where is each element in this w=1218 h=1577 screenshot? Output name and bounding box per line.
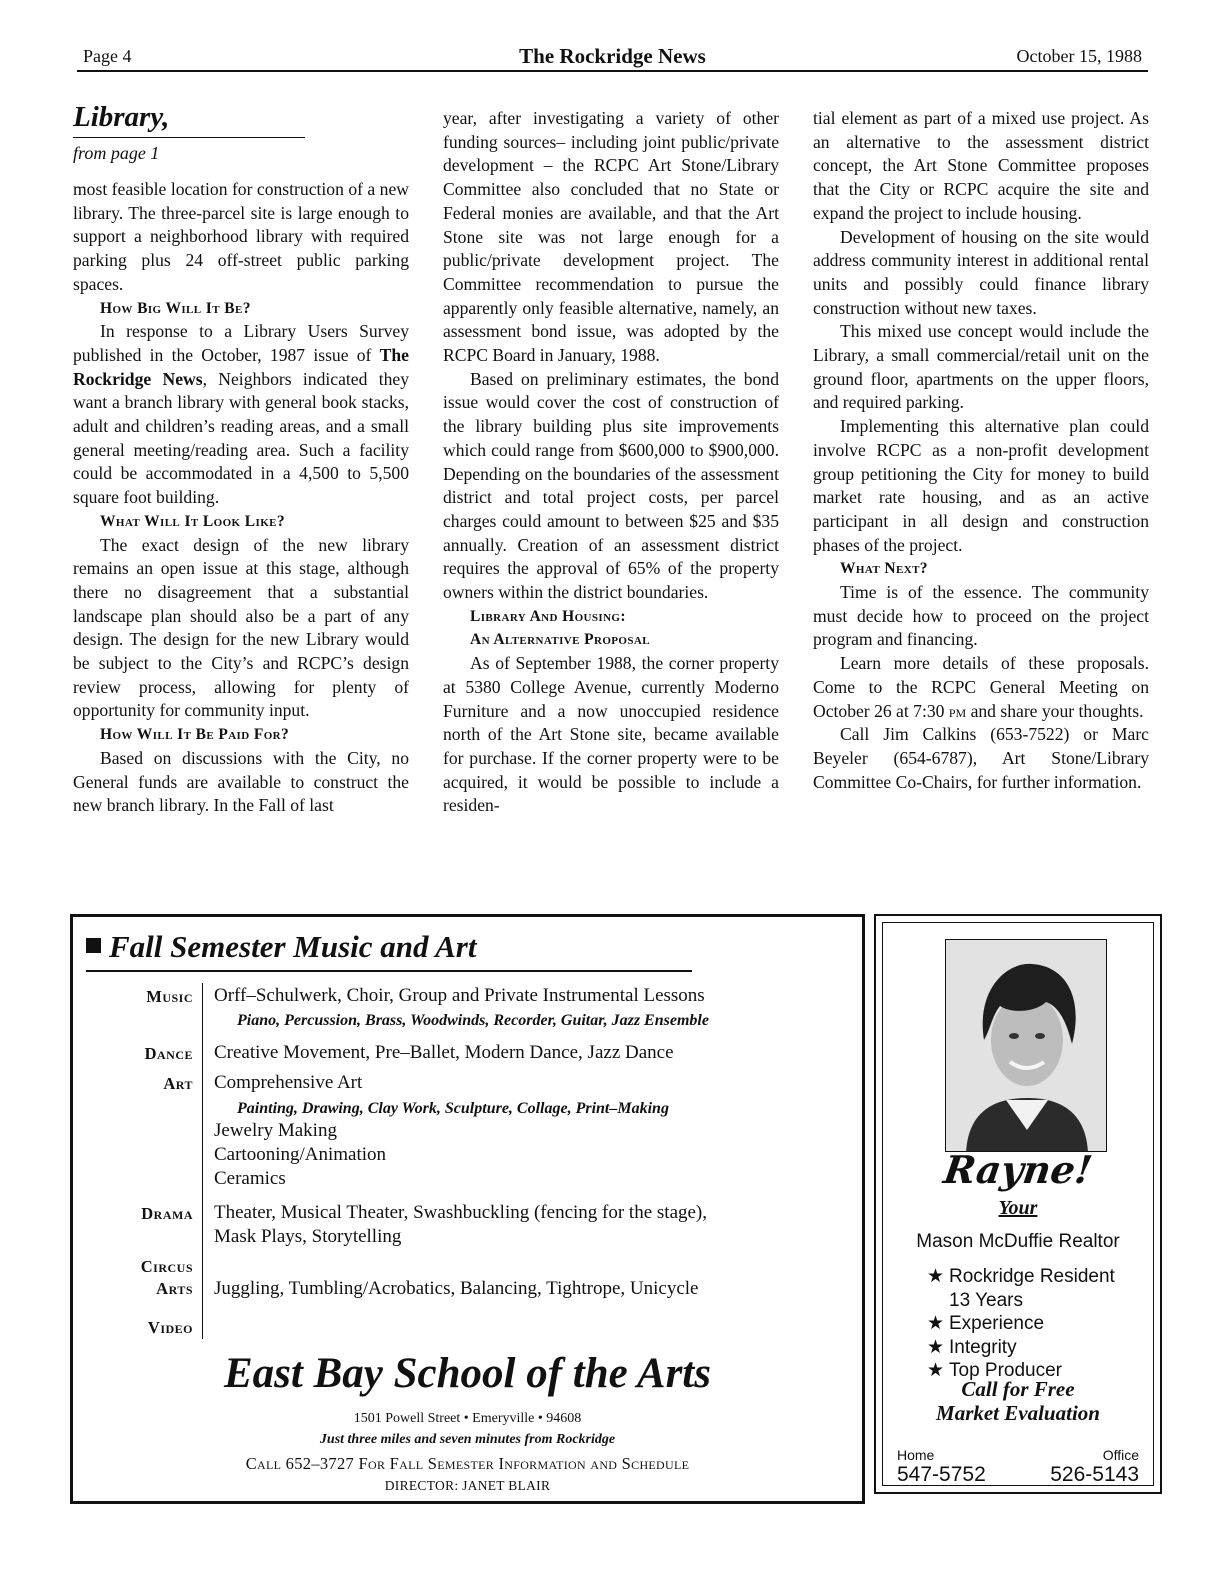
realtor-your: Your [998, 1197, 1038, 1219]
realtor-perks [927, 1265, 1115, 1383]
school-address: 1501 Powell Street • Emeryville • 94608 [353, 1411, 582, 1426]
course-line: Orff–Schulwerk, Choir, Group and Private Instrumental Lessons [214, 985, 705, 1006]
paragraph: Implementing this alternative plan could involve RCPC as a non-profit development group petitioning the City for money to build market rate housing, and as an active participant in all design and construction phases of the project. [813, 416, 1149, 555]
subheading: An Alternative Proposal [470, 631, 650, 649]
realtor-firm: Mason McDuffie Realtor [916, 1231, 1120, 1252]
page-number: Page 4 [83, 46, 132, 66]
subheading: Library And Housing: [470, 607, 626, 625]
category-dance: Dance [144, 1044, 193, 1063]
paragraph: Time is of the essence. The community must decide how to proceed on the project program and financing. [813, 582, 1149, 650]
article-kicker: Library, [73, 101, 170, 133]
star-icon: ★ [927, 1313, 945, 1334]
paragraph: As of September 1988, the corner property at 5380 College Avenue, currently Moderno Furniture and a now unoccupied residence north of the Art Stone site, became available for purchase. If the corner property were to be acquired, it would be possible to include a residen- [443, 653, 779, 816]
course-sub: Piano, Percussion, Brass, Woodwinds, Recorder, Guitar, Jazz Ensemble [237, 1012, 709, 1029]
category-drama: Drama [141, 1204, 193, 1223]
subheading: How Will It Be Paid For? [100, 726, 290, 744]
office-phone: 526-5143 [1050, 1463, 1139, 1486]
ad-heading: Fall Semester Music and Art [86, 929, 476, 965]
paragraph: This mixed use concept would include the Library, a small commercial/retail unit on the ground floor, apartments on the upper floors, and required parking. [813, 321, 1149, 413]
home-phone: 547-5752 [897, 1463, 986, 1486]
office-label: Office [1102, 1447, 1139, 1463]
paragraph: Development of housing on the site would address community interest in additional rental units and possibly could finance library construction without new taxes. [813, 226, 1149, 318]
realtor-ad [874, 914, 1162, 1494]
course-line: Theater, Musical Theater, Swashbuckling (fencing for the stage), [214, 1202, 708, 1223]
school-phone: Call 652–3727 For Fall Semester Information and Schedule [245, 1454, 690, 1473]
paragraph: The exact design of the new library remains an open issue at this stage, although there no disagreement that a substantial landscape plan should also be a part of any design. The design for the new Library would be subject to the City’s and RCPC’s design review process, allowing for plenty of opportunity for community input. [73, 534, 409, 721]
paragraph: Based on discussions with the City, no General funds are available to construct the new branch library. In the Fall of last [73, 747, 409, 816]
course-line: Comprehensive Art [214, 1072, 363, 1093]
category-video: Video [147, 1318, 193, 1337]
realtor-cta: Call for Free Market Evaluation [936, 1377, 1100, 1425]
list-item: ★ Top Producer [927, 1360, 1063, 1381]
course-line: Ceramics [214, 1168, 286, 1189]
paragraph: tial element as part of a mixed use project. As an alternative to the assessment district concept, the Art Stone Committee proposes that the City or RCPC acquire the site and expand the project to include housing. [813, 108, 1149, 223]
school-director: DIRECTOR: JANET BLAIR [384, 1478, 551, 1493]
home-label: Home [897, 1447, 935, 1463]
issue-date: October 15, 1988 [1016, 46, 1142, 66]
realtor-name: Rayne! [941, 1147, 1095, 1192]
paragraph: year, after investigating a variety of other funding sources– including joint public/private development – the RCPC Art Stone/Library Committee also concluded that no State or Federal monies are available, and that the Art Stone site was not large enough for a public/private development project. The Committee recommendation to pursue the apparently only feasible alternative, namely, an assessment bond issue, was adopted by the RCPC Board in January, 1988. [443, 108, 779, 366]
square-bullet-icon [86, 938, 101, 953]
school-name: East Bay School of the Arts [223, 1350, 711, 1397]
newspaper-name: The Rockridge News [73, 344, 409, 389]
paragraph: Learn more details of these proposals. Come to the RCPC General Meeting on October 26 at 7:30 pm and share your thoughts. [813, 653, 1149, 721]
realtor-ad-frame [882, 922, 1154, 1486]
paragraph: Call Jim Calkins (653-7522) or Marc Beyeler (654-6787), Art Stone/Library Committee Co-Chairs, for further information. [813, 724, 1149, 792]
page-header [77, 44, 1148, 72]
course-line: Cartooning/Animation [214, 1144, 387, 1165]
portrait-image [946, 940, 1107, 1152]
course-sub: Painting, Drawing, Clay Work, Sculpture, Collage, Print–Making [237, 1100, 669, 1117]
list-item: ★ Experience [927, 1313, 1045, 1334]
category-arts: Arts [156, 1279, 193, 1298]
paragraph: In response to a Library Users Survey published in the October, 1987 issue of The Rockridge News, Neighbors indicated they want a branch library with general book stacks, adult and children’s reading areas, and a small general meeting/reading area. Such a facility could be accommodated in a 4,500 to 5,500 square foot building. [73, 321, 409, 508]
newspaper-title: The Rockridge News [519, 44, 706, 68]
heading-rule [86, 970, 692, 972]
star-icon: ★ [927, 1360, 945, 1381]
subheading: What Will It Look Like? [100, 512, 286, 530]
article-column-3 [813, 107, 1149, 794]
continued-from: from page 1 [73, 143, 160, 163]
list-item: 13 Years [949, 1289, 1023, 1311]
star-icon: ★ [927, 1266, 945, 1287]
course-line: Mask Plays, Storytelling [214, 1226, 402, 1247]
list-item: ★ Integrity [927, 1336, 1017, 1358]
realtor-photo [945, 939, 1107, 1152]
category-circus: Circus [140, 1257, 193, 1276]
subheading: What Next? [840, 560, 928, 578]
paragraph: most feasible location for construction of a new library. The three-parcel site is large enough to support a neighborhood library with required parking plus 24 off-street public parking spaces. [73, 179, 409, 294]
school-tagline: Just three miles and seven minutes from Rockridge [319, 1432, 616, 1447]
subheading: How Big Will It Be? [100, 299, 251, 317]
course-line: Juggling, Tumbling/Acrobatics, Balancing, Tightrope, Unicycle [214, 1278, 699, 1299]
category-art: Art [163, 1074, 193, 1093]
star-icon: ★ [927, 1336, 945, 1358]
category-divider [202, 983, 203, 1339]
course-line: Creative Movement, Pre–Ballet, Modern Dance, Jazz Dance [214, 1042, 674, 1063]
article-column-2 [443, 107, 779, 818]
article-column-1 [73, 100, 409, 818]
course-line: Jewelry Making [214, 1120, 337, 1141]
arts-school-ad [70, 914, 865, 1504]
list-item: ★ Rockridge Resident [927, 1266, 1115, 1287]
category-music: Music [146, 987, 193, 1006]
paragraph: Based on preliminary estimates, the bond issue would cover the cost of construction of the library building plus site improvements which could range from $600,000 to $900,000. Depending on the boundaries of the assessment district and total project costs, per parcel charges could amount to between $25 and $35 annually. Creation of an assessment district requires the approval of 65% of the property owners within the district boundaries. [443, 368, 779, 603]
